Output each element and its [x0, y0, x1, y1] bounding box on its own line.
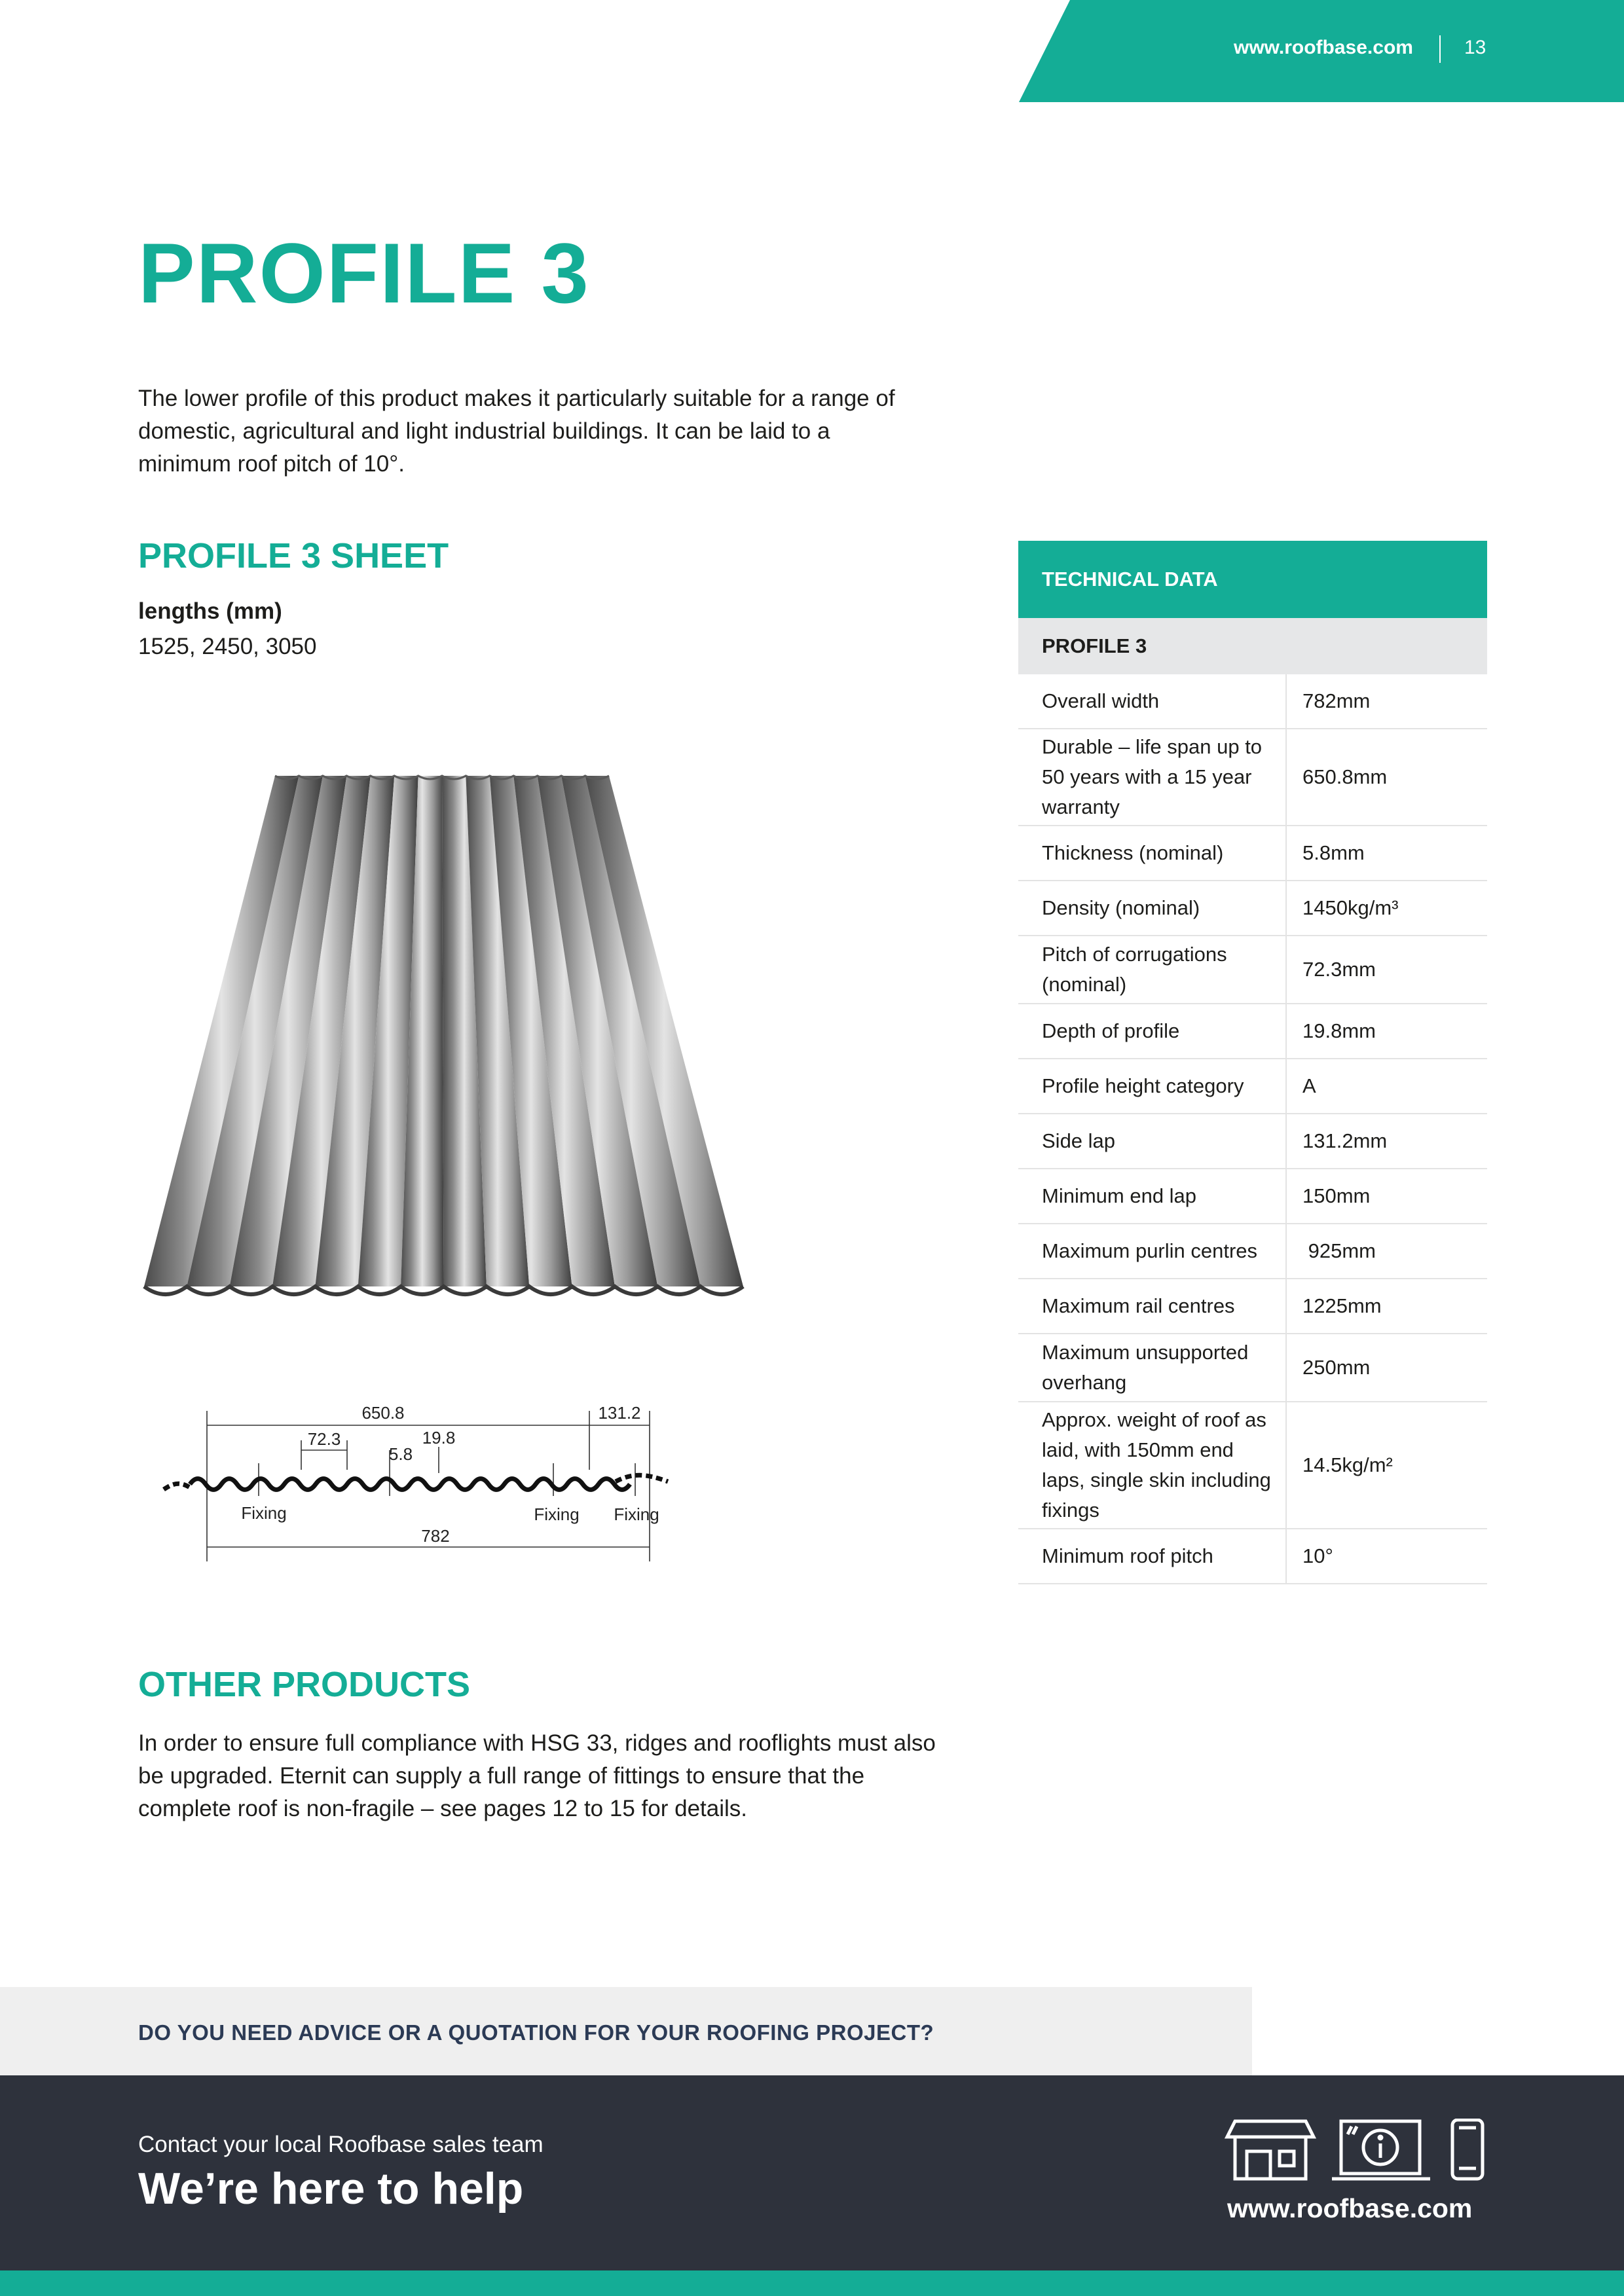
- tech-row-label: Maximum unsupported overhang: [1018, 1334, 1287, 1401]
- tech-row-value: 19.8mm: [1302, 1019, 1376, 1042]
- tech-row-value: 782mm: [1302, 689, 1371, 712]
- tech-row: [1018, 674, 1487, 729]
- tech-row: [1018, 1224, 1487, 1279]
- house-icon: [1227, 2121, 1314, 2179]
- tech-row: [1018, 729, 1487, 826]
- tech-row: [1018, 1059, 1487, 1114]
- fixing-label-right: Fixing: [614, 1504, 659, 1524]
- footer-icons: [1225, 2119, 1486, 2184]
- tech-row-label: Density (nominal): [1018, 881, 1287, 935]
- dim-19-8-label: 19.8: [422, 1428, 456, 1448]
- tech-row-value: 150mm: [1302, 1184, 1371, 1207]
- contact-line: Contact your local Roofbase sales team: [138, 2132, 544, 2157]
- tech-row-value: 5.8mm: [1302, 841, 1365, 864]
- tech-row: [1018, 1402, 1487, 1529]
- dim-72-label: 72.3: [307, 1429, 341, 1449]
- sheet-heading: PROFILE 3 SHEET: [138, 536, 449, 575]
- tech-row-label: Pitch of corrugations (nominal): [1018, 936, 1287, 1003]
- tech-row: [1018, 1169, 1487, 1224]
- fixing-label-mid: Fixing: [534, 1504, 580, 1524]
- fixing-label-left: Fixing: [241, 1503, 287, 1523]
- tech-row-label: Thickness (nominal): [1018, 826, 1287, 880]
- dim-131-label: 131.2: [598, 1403, 641, 1423]
- tech-row-value: 131.2mm: [1302, 1129, 1388, 1152]
- lengths-value: 1525, 2450, 3050: [138, 634, 317, 659]
- tech-row-value: 250mm: [1302, 1356, 1371, 1379]
- tech-row: [1018, 1114, 1487, 1169]
- tech-row: [1018, 881, 1487, 936]
- header-divider: [1439, 35, 1441, 63]
- tech-row-label: Profile height category: [1018, 1059, 1287, 1113]
- footer-accent-strip: [0, 2270, 1624, 2296]
- tech-row-value: 14.5kg/m²: [1302, 1453, 1393, 1476]
- tech-row-label: Maximum rail centres: [1018, 1279, 1287, 1333]
- laptop-info-icon: [1332, 2121, 1430, 2179]
- tech-row-label: Overall width: [1018, 674, 1287, 728]
- tech-row-label: Durable – life span up to 50 years with a 15 year warranty: [1018, 729, 1287, 825]
- tech-row-value: 650.8mm: [1302, 765, 1388, 788]
- header-url-link[interactable]: www.roofbase.com: [1234, 37, 1413, 58]
- tagline: We’re here to help: [138, 2164, 524, 2214]
- tech-row: [1018, 1004, 1487, 1059]
- tech-row-label: Depth of profile: [1018, 1004, 1287, 1058]
- footer-url-link[interactable]: www.roofbase.com: [1227, 2193, 1473, 2223]
- intro-paragraph: The lower profile of this product makes it particularly suitable for a range of domestic, agricultural and light industrial buildings. It can be laid to a minimum roof pitch of 10°.: [138, 386, 895, 477]
- tech-row-label: Side lap: [1018, 1114, 1287, 1168]
- advice-text: DO YOU NEED ADVICE OR A QUOTATION FOR YOUR ROOFING PROJECT?: [138, 2020, 934, 2045]
- dim-782-label: 782: [421, 1526, 450, 1546]
- dim-5-8-label: 5.8: [388, 1444, 413, 1464]
- other-products-heading: OTHER PRODUCTS: [138, 1665, 471, 1704]
- tech-row: [1018, 936, 1487, 1004]
- tech-row-label: Maximum purlin centres: [1018, 1224, 1287, 1278]
- tech-row-value: 72.3mm: [1302, 958, 1376, 981]
- lengths-label: lengths (mm): [138, 598, 282, 624]
- phone-icon: [1452, 2120, 1483, 2179]
- tech-row-value: A: [1302, 1074, 1316, 1097]
- page-number: 13: [1464, 37, 1486, 58]
- tech-row: [1018, 826, 1487, 881]
- tech-row-label: Approx. weight of roof as laid, with 150mm end laps, single skin including fixings: [1018, 1402, 1287, 1528]
- tech-row-value: 1450kg/m³: [1302, 896, 1399, 919]
- technical-data-header: TECHNICAL DATA: [1018, 541, 1487, 618]
- tech-row: [1018, 1334, 1487, 1402]
- tech-row-value: 10°: [1302, 1544, 1333, 1567]
- tech-row: [1018, 1529, 1487, 1584]
- tech-row-value: 1225mm: [1302, 1294, 1382, 1317]
- corrugated-sheet-image: [138, 769, 753, 1300]
- tech-row-label: Minimum roof pitch: [1018, 1529, 1287, 1583]
- other-products-text: In order to ensure full compliance with HSG 33, ridges and rooflights must also be upgraded. Eternit can supply a full range of fittings to ensure that the complete roof is non-fragile – see pages 12 to 15 for details.: [138, 1730, 936, 1821]
- technical-data-subheader: PROFILE 3: [1018, 618, 1487, 674]
- dim-650-label: 650.8: [361, 1403, 405, 1423]
- profile-section-diagram: [157, 1398, 681, 1568]
- tech-row-label: Minimum end lap: [1018, 1169, 1287, 1223]
- tech-row: [1018, 1279, 1487, 1334]
- tech-row-value: 925mm: [1302, 1239, 1376, 1262]
- page-title: PROFILE 3: [138, 225, 590, 321]
- technical-data-table: [1018, 541, 1487, 1584]
